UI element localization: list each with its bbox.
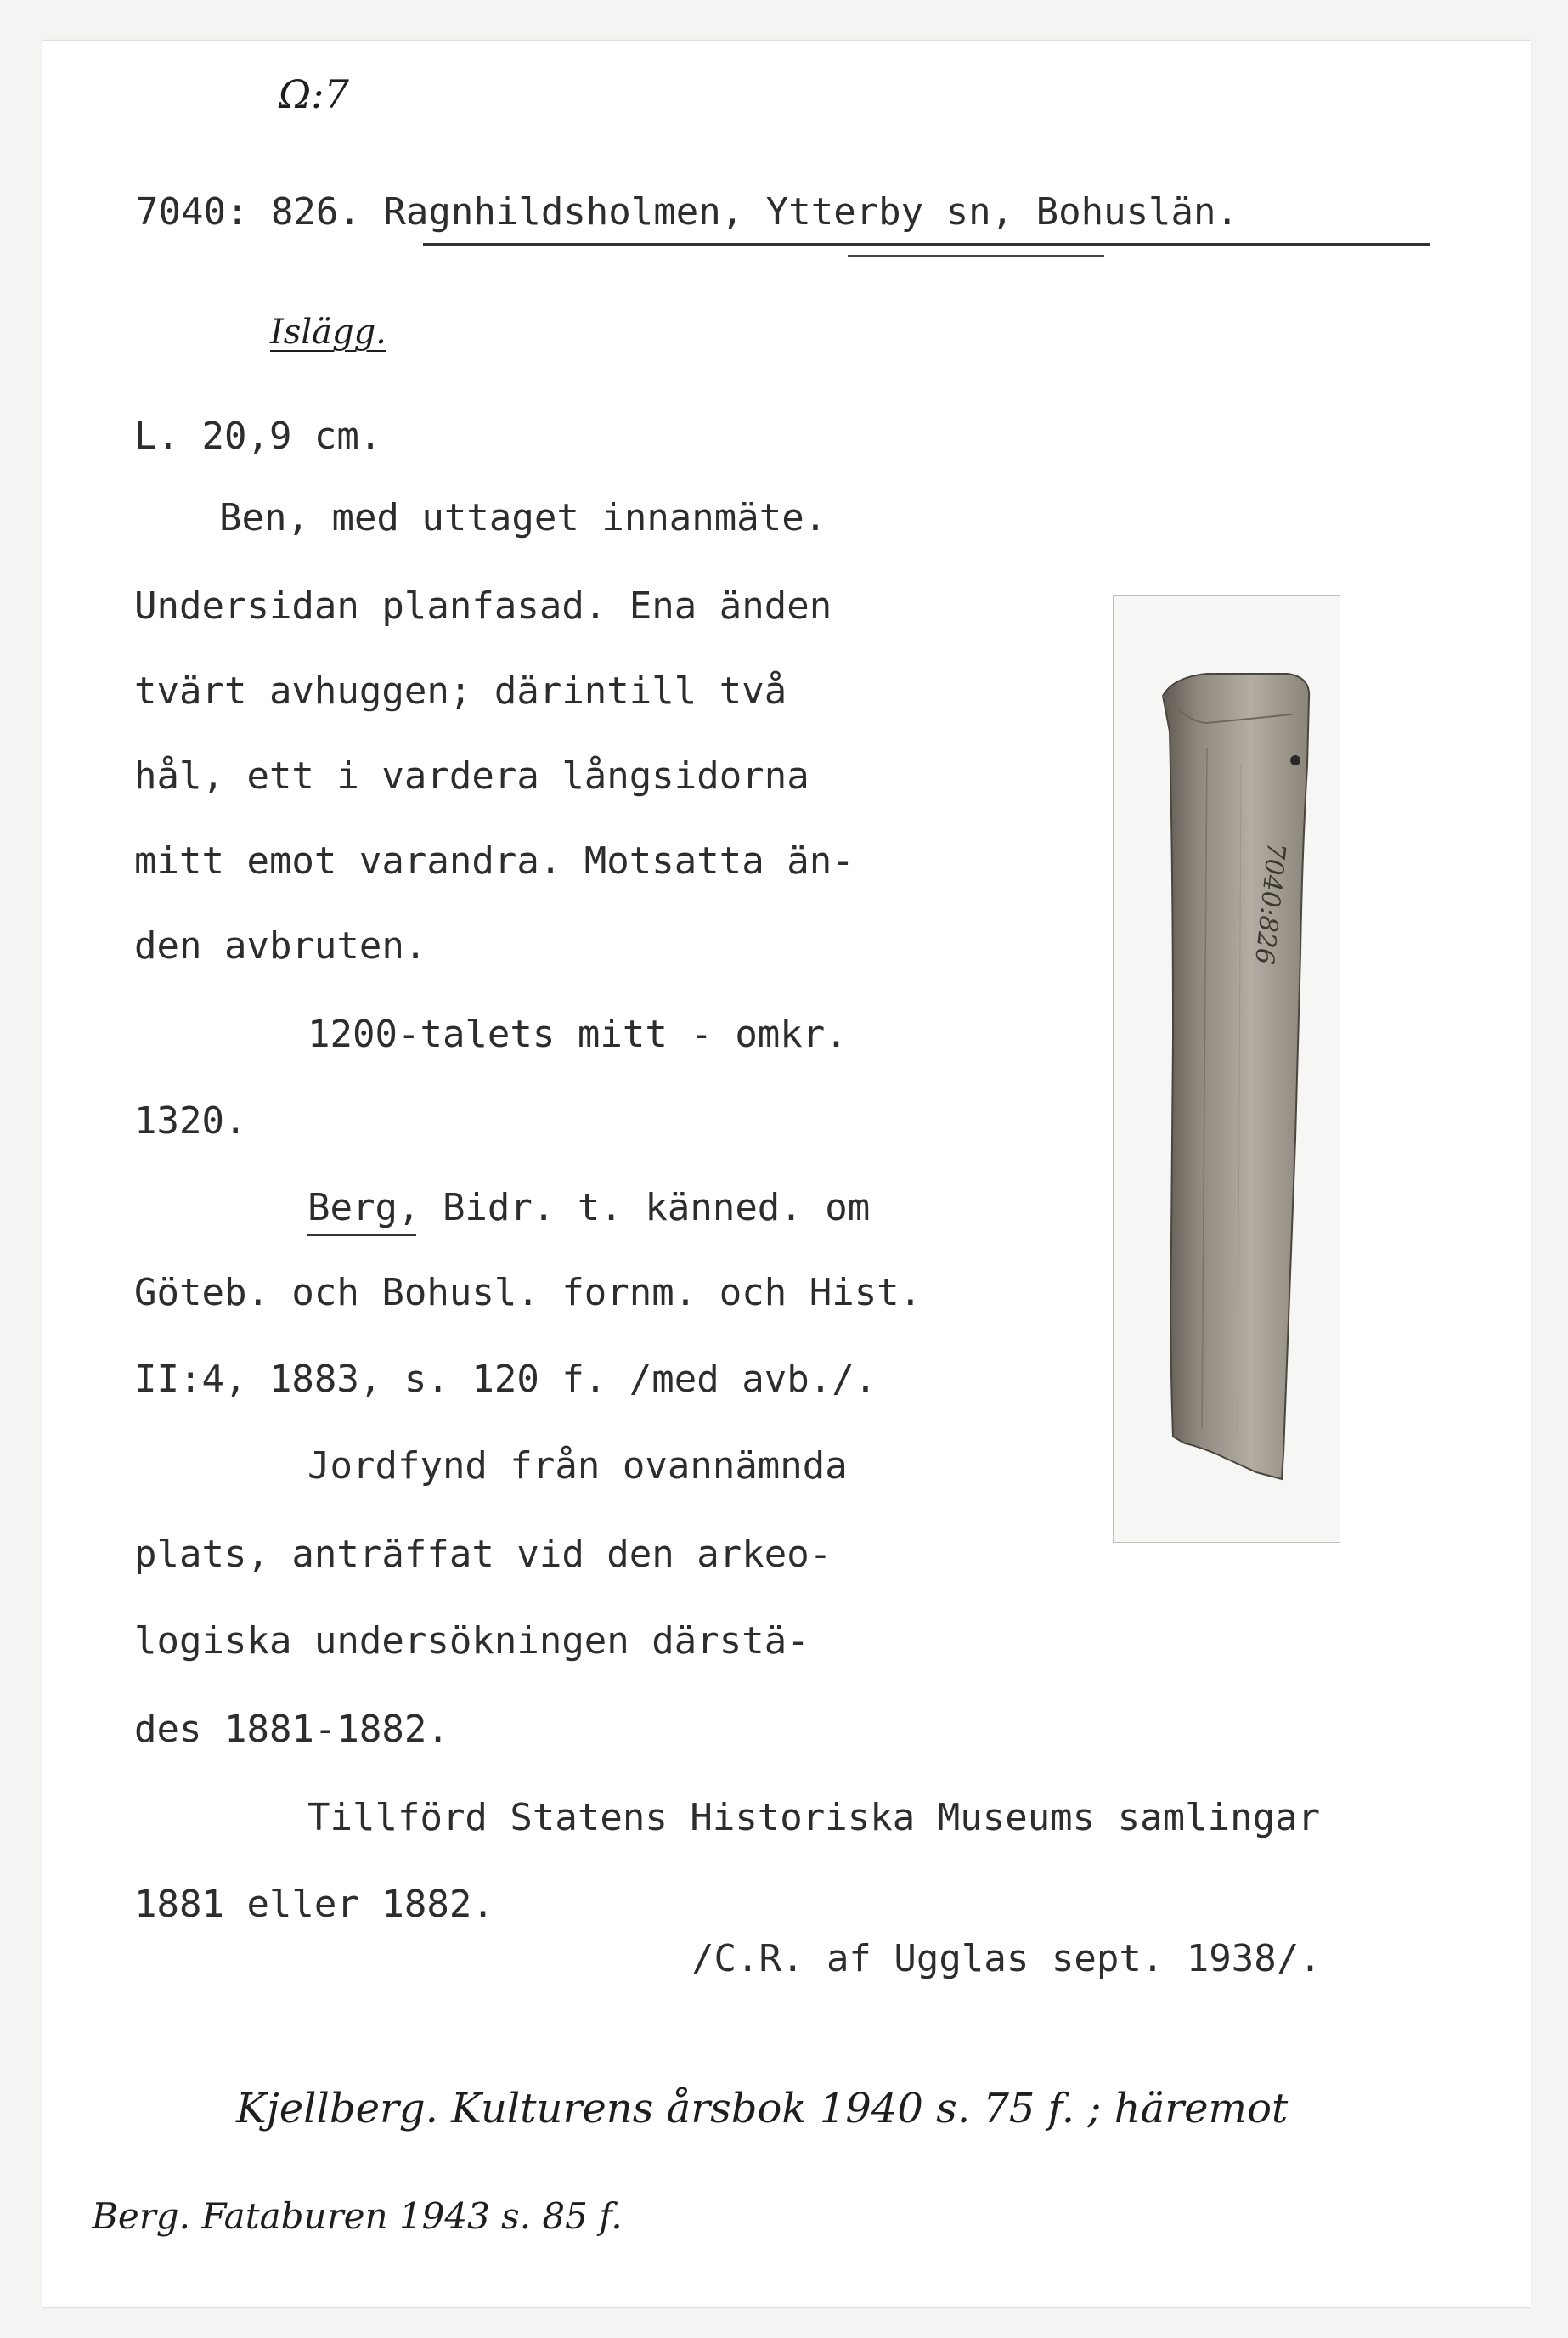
description-line: Undersidan planfasad. Ena änden <box>134 584 832 628</box>
dating-line: 1200-talets mitt - omkr. <box>307 1013 848 1056</box>
bone-skate-image <box>1114 596 1340 1542</box>
description-line: tvärt avhuggen; därintill två <box>134 669 787 713</box>
dating-line: 1320. <box>134 1099 247 1143</box>
description-line: mitt emot varandra. Motsatta än- <box>134 839 855 883</box>
object-photo <box>1113 595 1340 1543</box>
heading-underline-extra <box>848 255 1104 257</box>
reference-author-underline <box>307 1234 416 1236</box>
acquisition-line: 1881 eller 1882. <box>134 1883 494 1926</box>
reference-line: Göteb. och Bohusl. fornm. och Hist. <box>134 1271 922 1314</box>
description-line: hål, ett i vardera långsidorna <box>134 754 809 798</box>
handwritten-note-line: Berg. Fataburen 1943 s. 85 f. <box>92 2195 623 2237</box>
length: L. 20,9 cm. <box>134 415 382 458</box>
description-line: den avbruten. <box>134 924 427 968</box>
find-line: plats, anträffat vid den arkeo- <box>134 1533 832 1576</box>
description-line: Ben, med uttaget innanmäte. <box>219 496 827 539</box>
acquisition-line: Tillförd Statens Historiska Museums samlingar <box>307 1796 1321 1839</box>
shelf-mark: Ω:7 <box>279 71 349 117</box>
card-heading: 7040: 826. Ragnhildsholmen, Ytterby sn, Bohuslän. <box>136 190 1239 234</box>
find-line: Jordfynd från ovannämnda <box>307 1444 848 1488</box>
reference-line: II:4, 1883, s. 120 f. /med avb./. <box>134 1358 877 1401</box>
find-line: des 1881-1882. <box>134 1708 449 1751</box>
handwritten-note-line: Kjellberg. Kulturens årsbok 1940 s. 75 f. ; häremot <box>236 2085 1289 2132</box>
signature: /C.R. af Ugglas sept. 1938/. <box>691 1937 1322 1980</box>
find-line: logiska undersökningen därstä- <box>134 1619 809 1663</box>
heading-underline <box>423 243 1430 246</box>
photo-inscription: 7040:826 <box>1249 841 1291 966</box>
object-type: Islägg. <box>270 313 386 352</box>
reference-line: Berg, Bidr. t. känned. om <box>307 1186 871 1229</box>
